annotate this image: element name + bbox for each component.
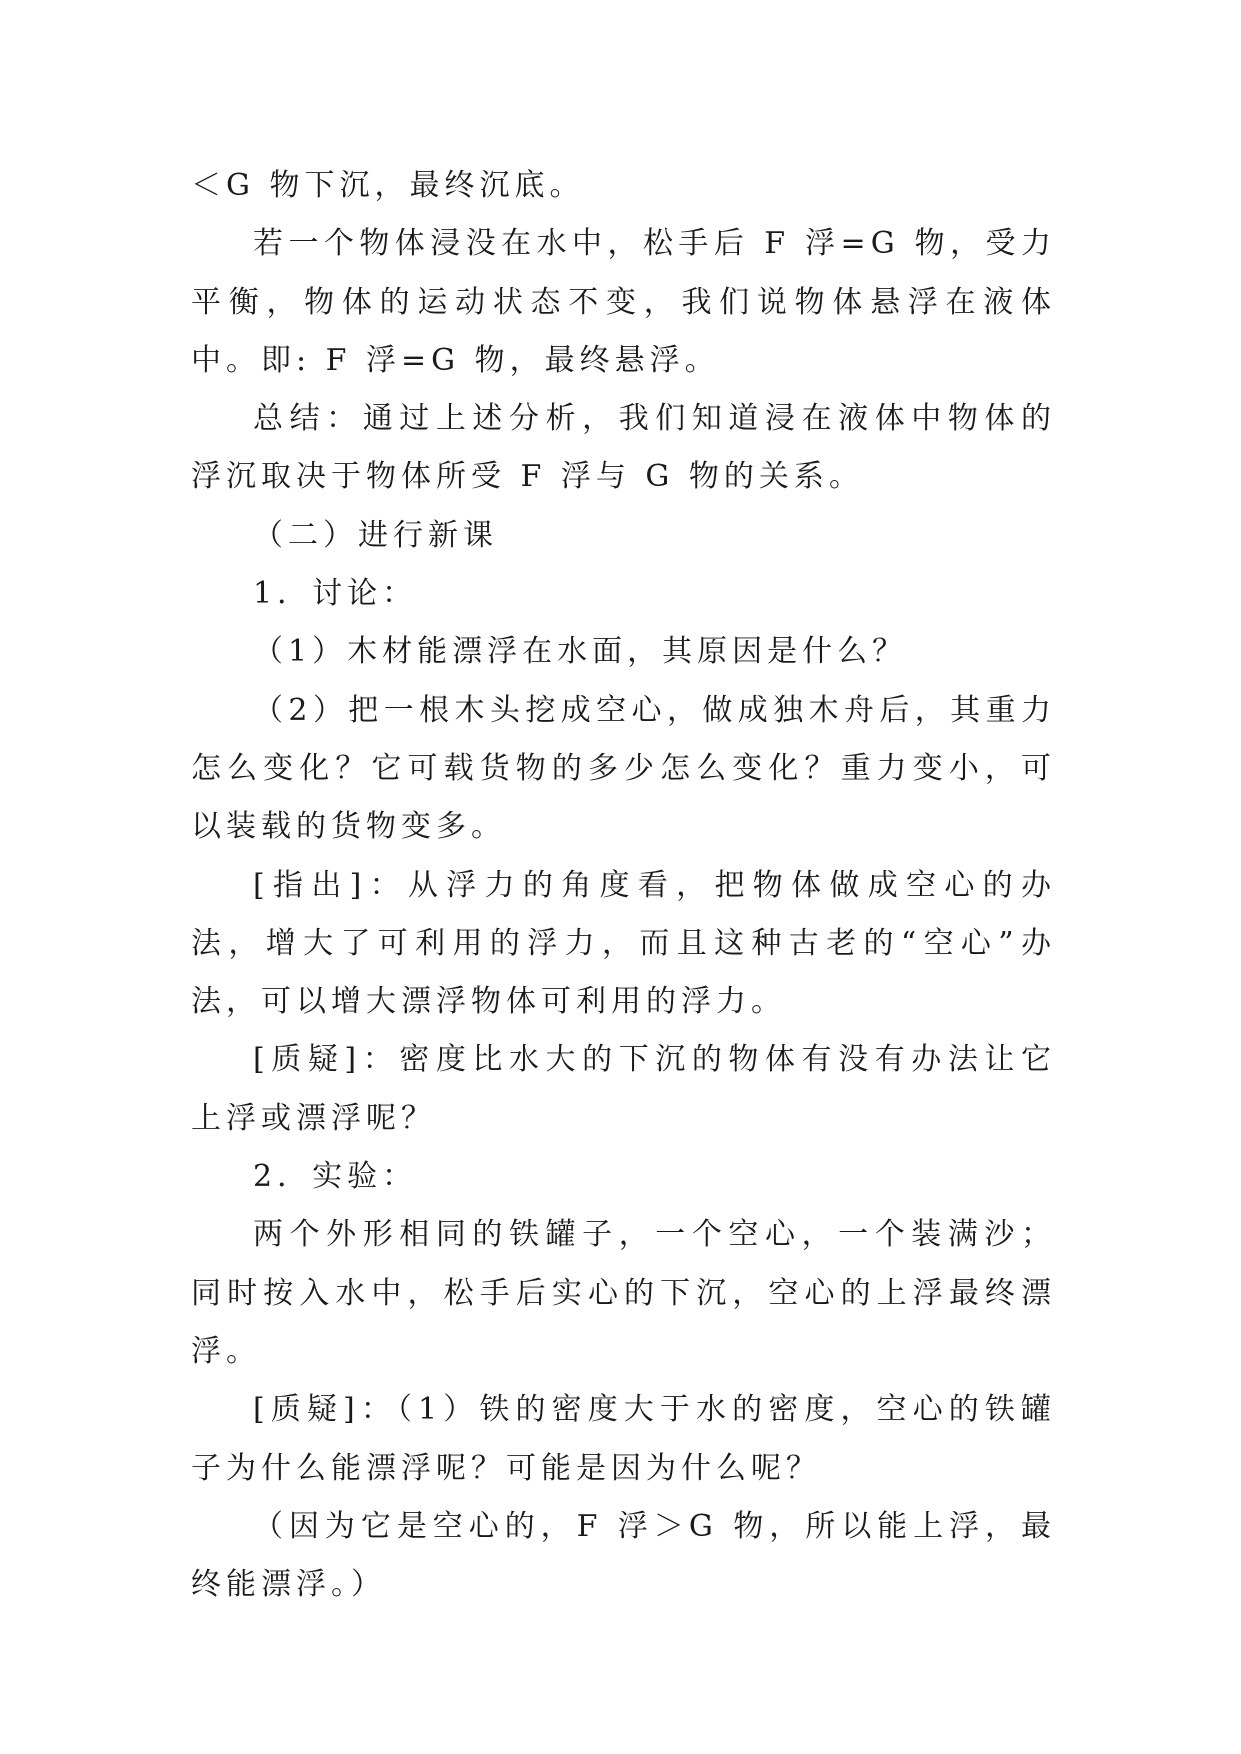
paragraph: （1）木材能漂浮在水面，其原因是什么？: [253, 634, 908, 670]
paragraph: ＜G 物下沉，最终沉底。: [191, 168, 585, 203]
document-page: [191, 157, 1056, 1614]
paragraph: [指出]：从浮力的角度看，把物体做成空心的办法，增大了可利用的浮力，而且这种古老的“空心”办法，可以增大漂浮物体可利用的浮力。: [191, 867, 1056, 1020]
paragraph: （因为它是空心的，F 浮＞G 物，所以能上浮，最终能漂浮。）: [191, 1508, 1056, 1603]
paragraph: （2）把一根木头挖成空心，做成独木舟后，其重力怎么变化？它可载货物的多少怎么变化？重力变小，可以装载的货物变多。: [191, 692, 1056, 845]
subsection-heading: 2．实验：: [253, 1159, 418, 1195]
paragraph: [质疑]：（1）铁的密度大于水的密度，空心的铁罐子为什么能漂浮呢？可能是因为什么呢？: [191, 1392, 1056, 1486]
paragraph: 若一个物体浸没在水中，松手后 F 浮=G 物，受力平衡，物体的运动状态不变，我们说物体悬浮在液体中。即: F 浮=G 物，最终悬浮。: [191, 226, 1056, 378]
section-heading: （二）进行新课: [253, 517, 498, 553]
paragraph: 总结：通过上述分析，我们知道浸在液体中物体的浮沉取决于物体所受 F 浮与 G 物的关系。: [191, 401, 1056, 495]
subsection-heading: 1．讨论：: [253, 576, 418, 612]
paragraph: 两个外形相同的铁罐子，一个空心，一个装满沙；同时按入水中，松手后实心的下沉，空心的上浮最终漂浮。: [191, 1217, 1056, 1369]
paragraph: [质疑]：密度比水大的下沉的物体有没有办法让它上浮或漂浮呢？: [191, 1042, 1056, 1136]
